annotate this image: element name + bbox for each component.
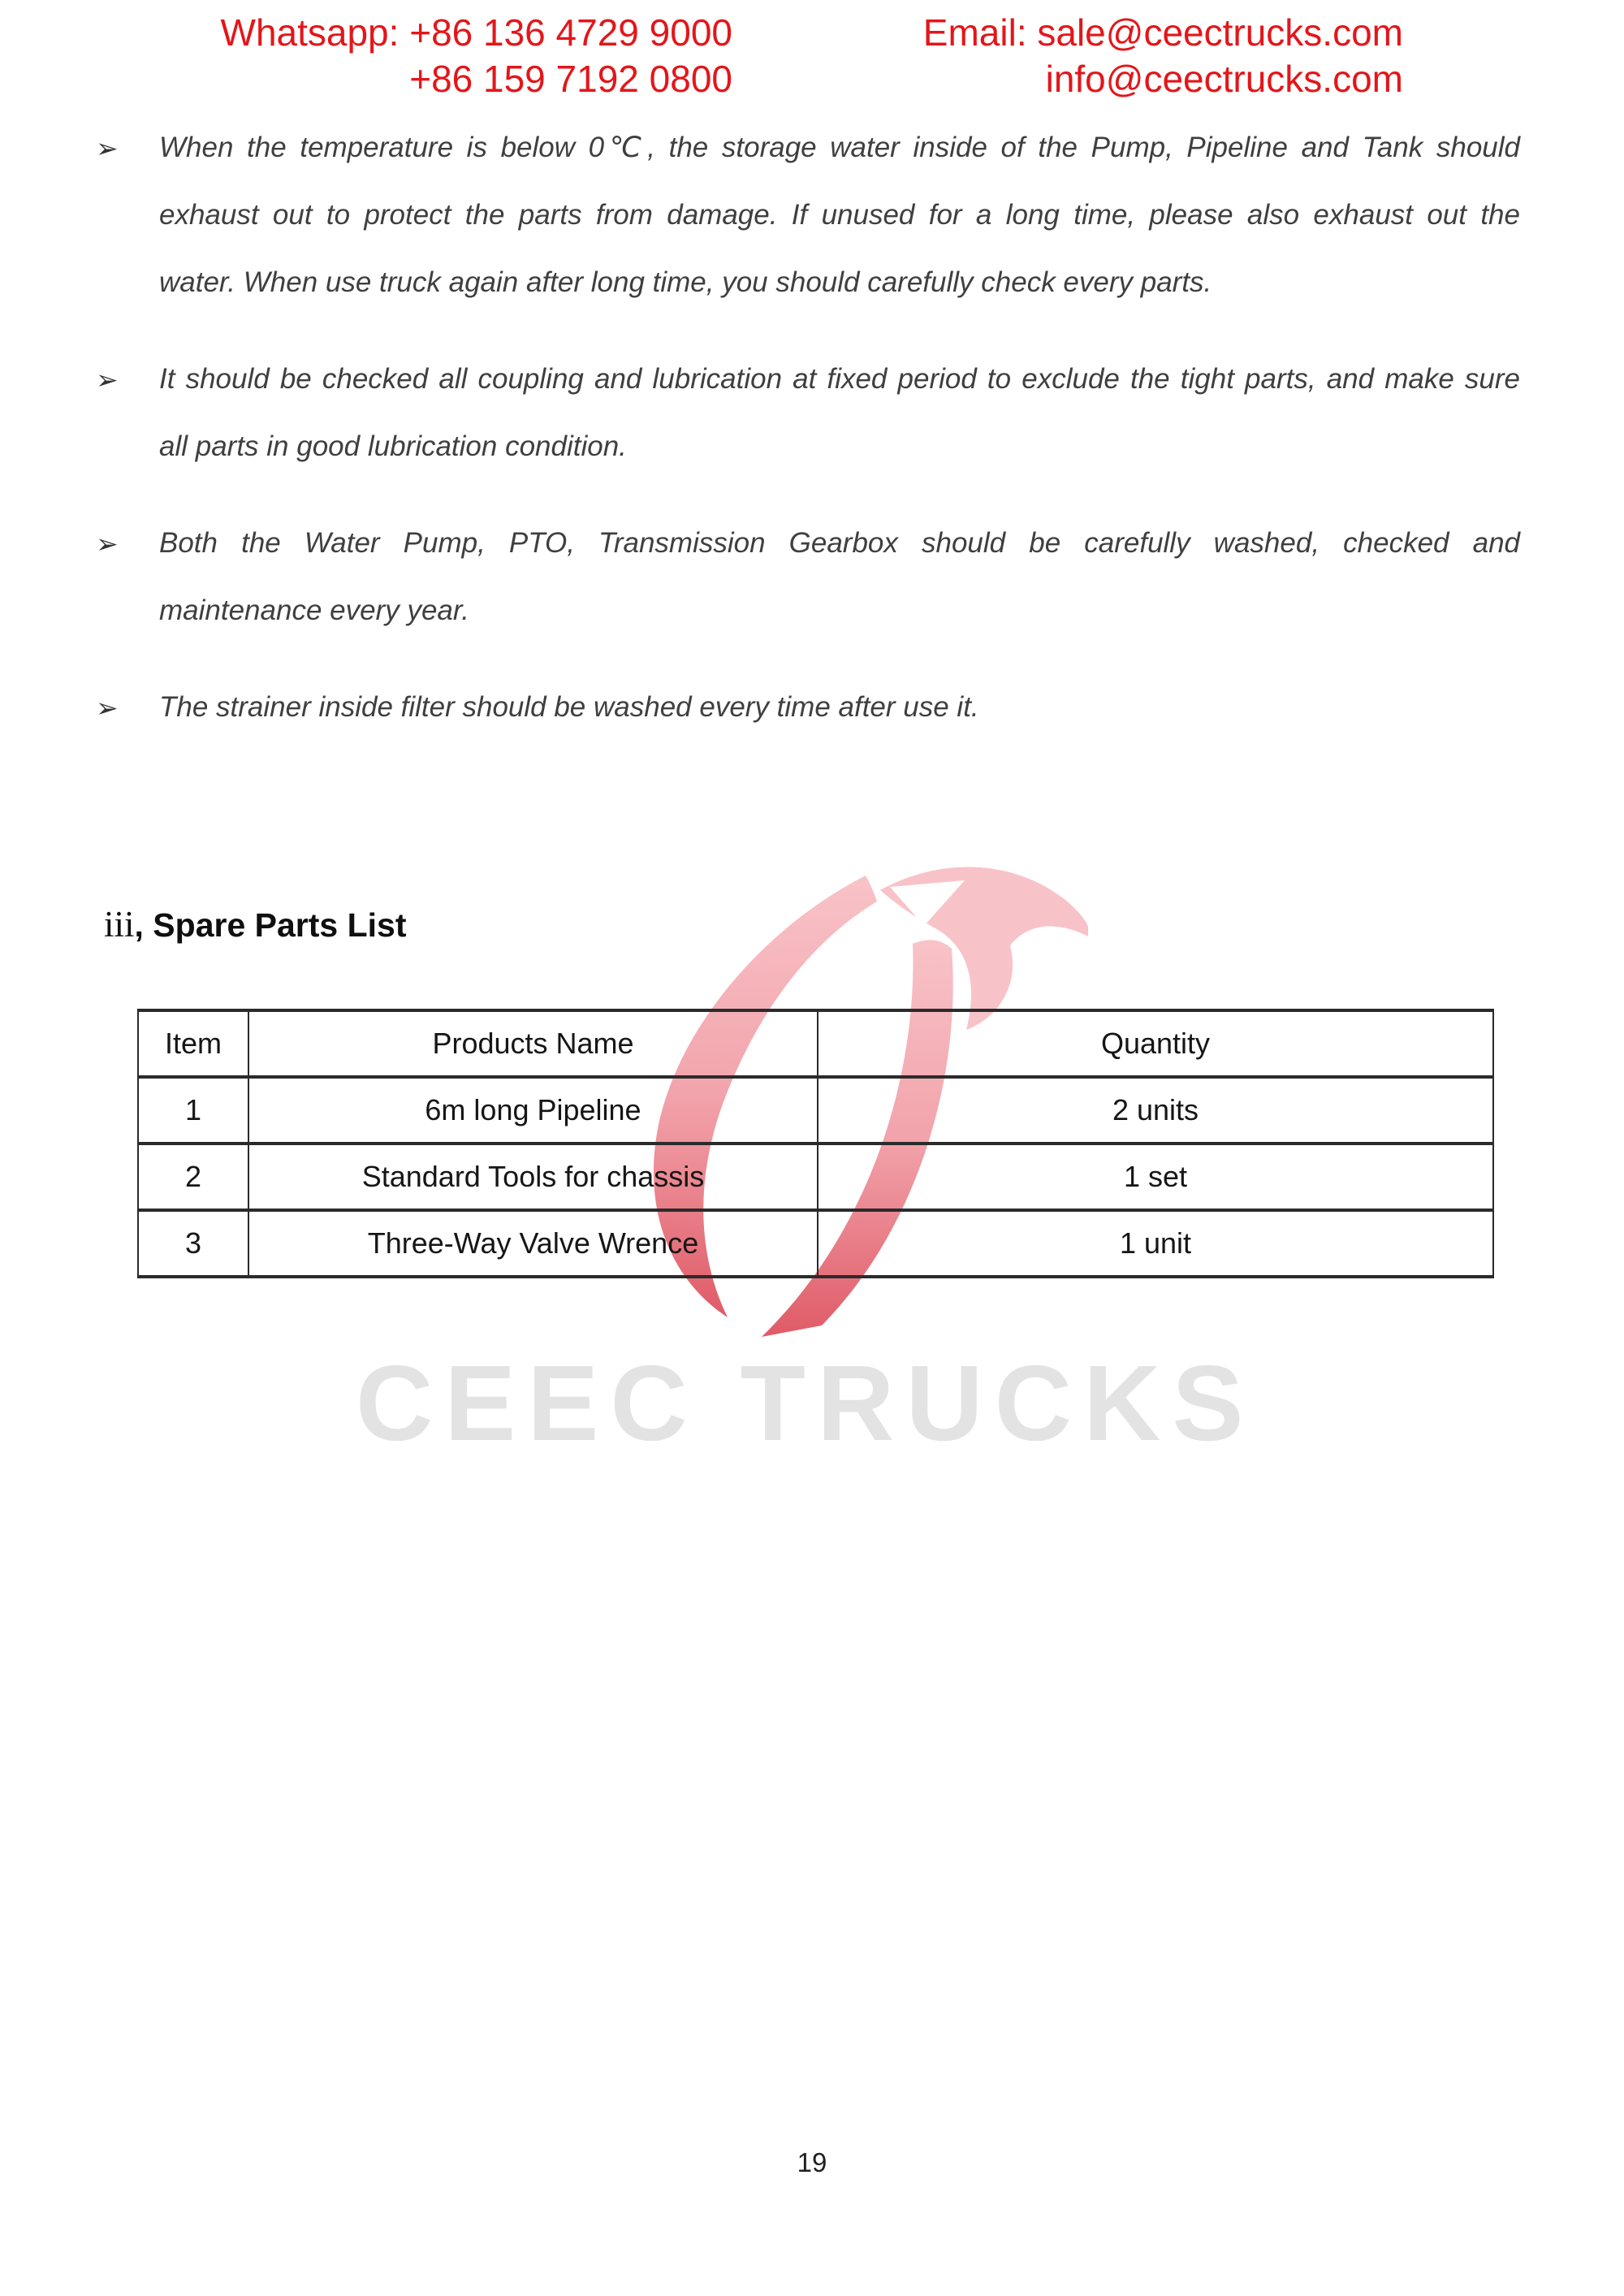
note-yearly-maintenance: [96, 509, 1520, 644]
arrow-bullet-icon: ➢: [96, 693, 119, 723]
note-line: Both the Water Pump, PTO, Transmission Gearbox should be carefully washed, checked and: [159, 527, 1520, 559]
table-row: [138, 1144, 1493, 1210]
note-line: It should be checked all coupling and lubrication at fixed period to exclude the tight parts, and make sure: [159, 363, 1520, 395]
arrow-bullet-icon: ➢: [96, 529, 119, 559]
cell-product-name: Standard Tools for chassis: [248, 1144, 818, 1210]
cell-quantity: 1 set: [818, 1144, 1493, 1210]
email-address-2: info@ceectrucks.com: [1045, 58, 1403, 100]
brand-watermark: CEEC TRUCKS: [356, 1343, 1255, 1463]
whatsapp-number-1: Whatsapp: +86 136 4729 9000: [220, 11, 732, 54]
cell-product-name: Three-Way Valve Wrence: [248, 1210, 818, 1277]
note-coupling-lubrication: [96, 345, 1520, 480]
col-header-item: Item: [138, 1010, 248, 1077]
table-row: [138, 1077, 1493, 1144]
cell-quantity: 2 units: [818, 1077, 1493, 1144]
cell-item: 3: [138, 1210, 248, 1277]
whatsapp-contact: [221, 10, 732, 102]
arrow-bullet-icon: ➢: [96, 133, 119, 163]
spare-parts-table: [137, 1009, 1494, 1278]
table-row: [138, 1210, 1493, 1277]
page-number: 19: [797, 2147, 827, 2177]
arrow-bullet-icon: ➢: [96, 365, 119, 395]
note-strainer-filter: [96, 673, 1520, 741]
note-line: maintenance every year.: [159, 595, 469, 626]
section-number: iii: [104, 904, 135, 945]
maintenance-notes: [96, 114, 1520, 770]
email-address-1: Email: sale@ceectrucks.com: [922, 11, 1403, 54]
section-heading: [104, 903, 406, 945]
section-title: , Spare Parts List: [134, 906, 407, 944]
cell-quantity: 1 unit: [818, 1210, 1493, 1277]
note-temperature: [96, 114, 1520, 316]
whatsapp-number-2: +86 159 7192 0800: [409, 58, 732, 100]
cell-item: 2: [138, 1144, 248, 1210]
note-line: water. When use truck again after long time, you should carefully check every parts.: [159, 266, 1212, 298]
note-line: The strainer inside filter should be washed every time after use it.: [159, 691, 979, 723]
cell-item: 1: [138, 1077, 248, 1144]
cell-product-name: 6m long Pipeline: [248, 1077, 818, 1144]
col-header-products: Products Name: [248, 1010, 818, 1077]
note-line: When the temperature is below 0℃, the storage water inside of the Pump, Pipeline and Tank should: [159, 132, 1520, 163]
table-header-row: [138, 1010, 1493, 1077]
col-header-quantity: Quantity: [818, 1010, 1493, 1077]
email-contact: [923, 10, 1403, 102]
note-line: all parts in good lubrication condition.: [159, 430, 627, 462]
note-line: exhaust out to protect the parts from damage. If unused for a long time, please also exhaust out the: [159, 199, 1520, 231]
